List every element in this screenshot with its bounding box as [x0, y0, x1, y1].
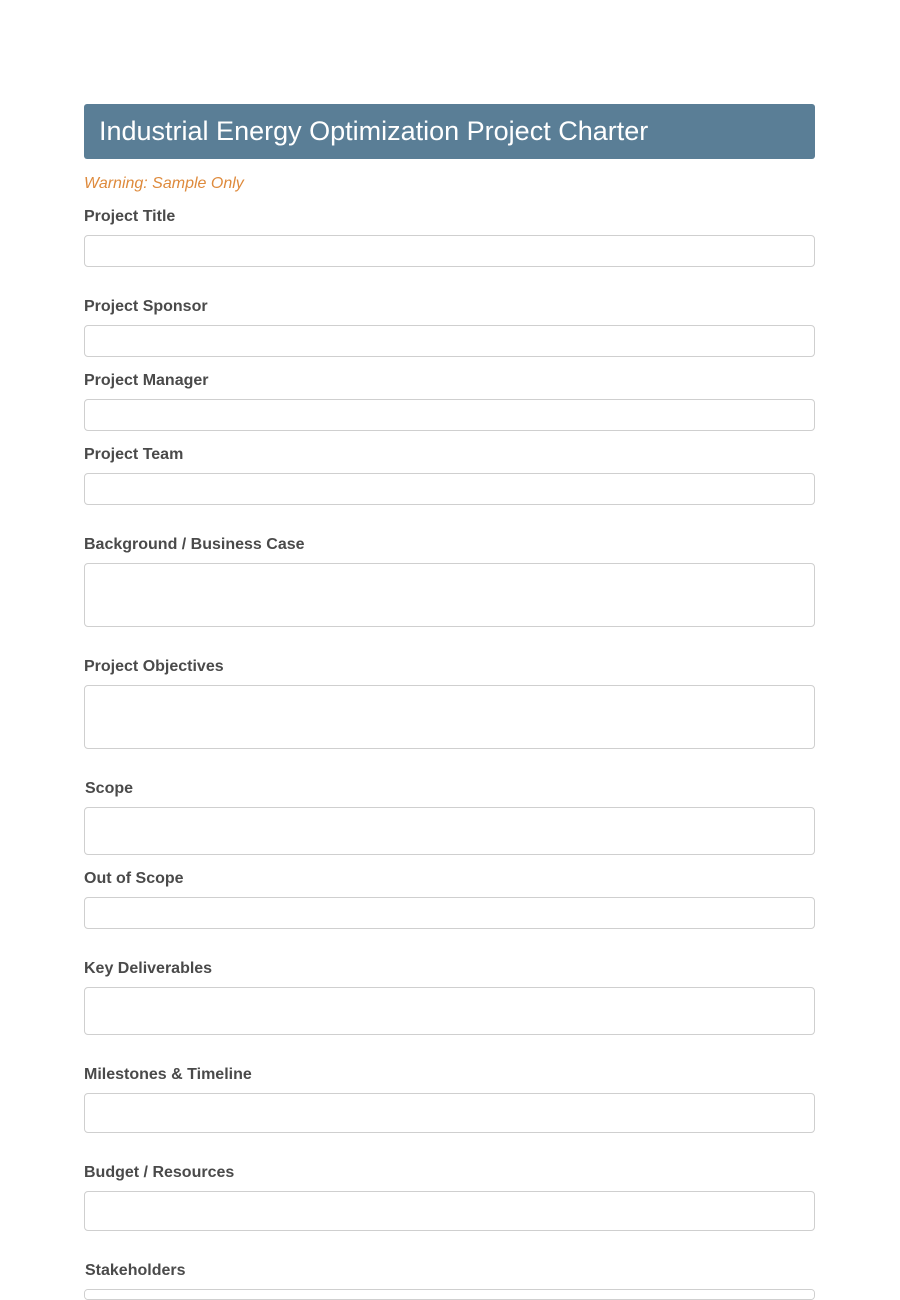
budget-textarea[interactable] — [84, 1191, 815, 1231]
objectives-label: Project Objectives — [84, 658, 224, 675]
out-of-scope-label: Out of Scope — [84, 870, 184, 887]
milestones-label: Milestones & Timeline — [84, 1066, 252, 1083]
page-title: Industrial Energy Optimization Project Charter — [99, 116, 649, 146]
project-manager-label: Project Manager — [84, 372, 209, 389]
project-sponsor-label: Project Sponsor — [84, 298, 208, 315]
scope-label: Scope — [85, 780, 134, 797]
project-title-input[interactable] — [84, 235, 815, 267]
out-of-scope-input[interactable] — [84, 897, 815, 929]
page-header — [84, 104, 815, 159]
milestones-textarea[interactable] — [84, 1093, 815, 1133]
background-label: Background / Business Case — [84, 536, 305, 553]
background-textarea[interactable] — [84, 563, 815, 627]
objectives-textarea[interactable] — [84, 685, 815, 749]
budget-label: Budget / Resources — [84, 1164, 235, 1181]
scope-textarea[interactable] — [84, 807, 815, 855]
deliverables-label: Key Deliverables — [84, 960, 213, 977]
project-manager-input[interactable] — [84, 399, 815, 431]
deliverables-textarea[interactable] — [84, 987, 815, 1035]
stakeholders-label: Stakeholders — [85, 1262, 186, 1279]
project-sponsor-input[interactable] — [84, 325, 815, 357]
project-team-input[interactable] — [84, 473, 815, 505]
project-team-label: Project Team — [84, 446, 184, 463]
warning-note: Warning: Sample Only — [84, 175, 244, 192]
project-title-label: Project Title — [84, 208, 176, 225]
stakeholders-textarea[interactable] — [84, 1289, 815, 1300]
